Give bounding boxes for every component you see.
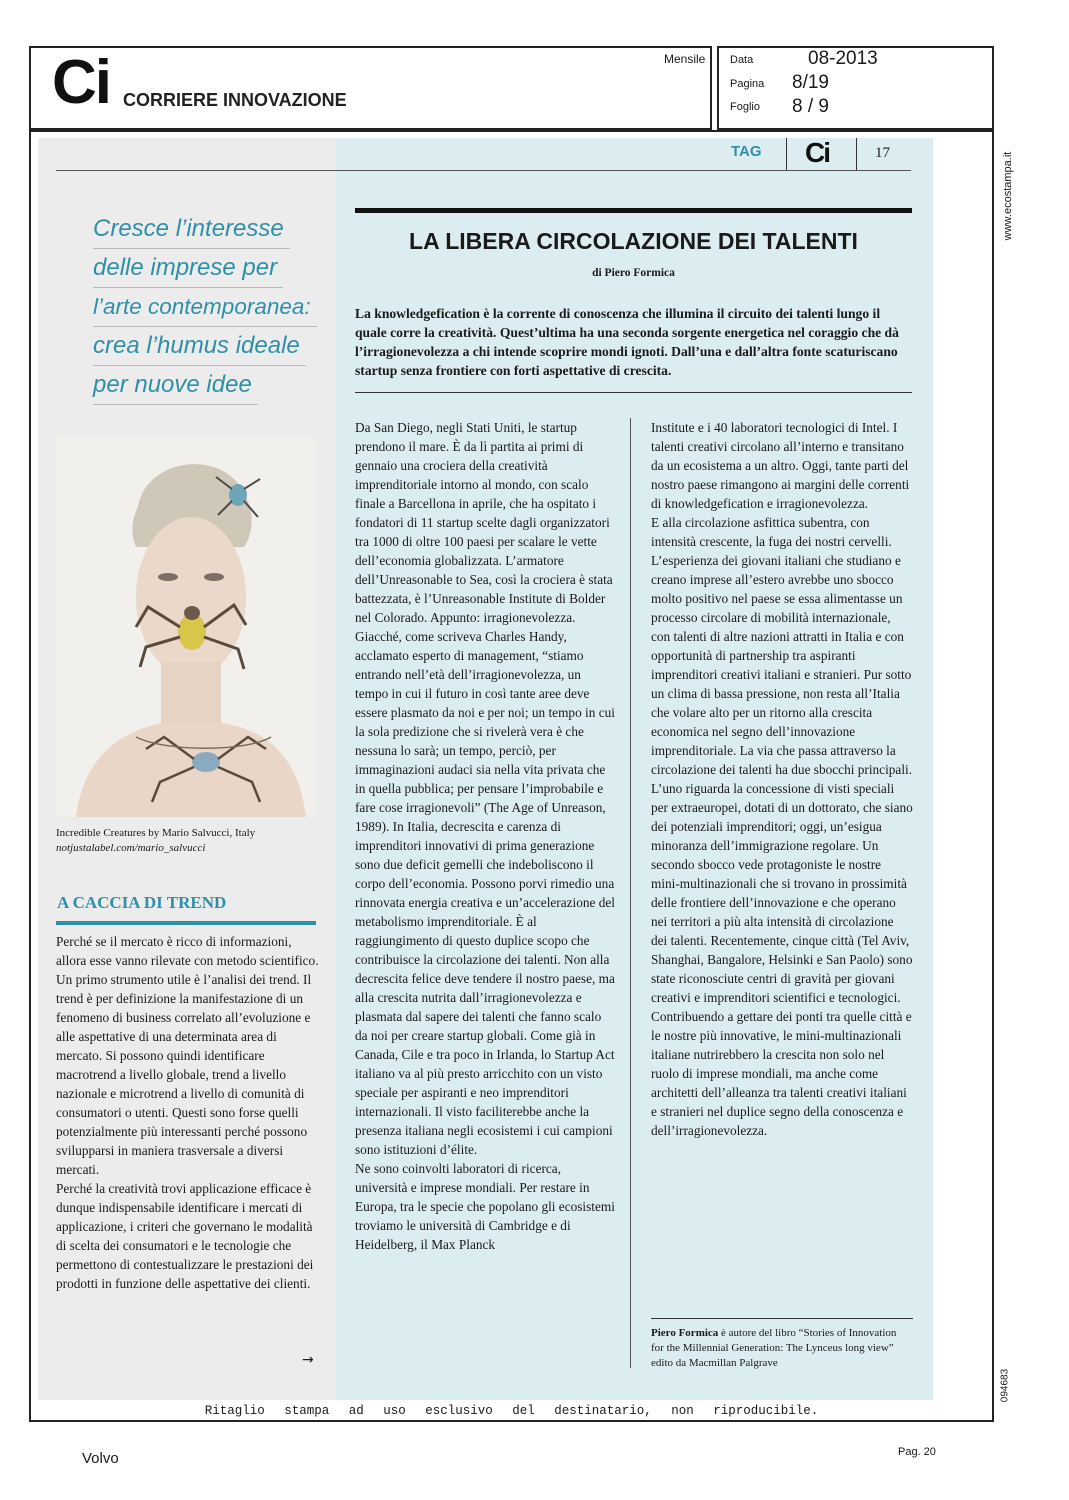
photo-caption — [56, 826, 326, 856]
foglio-label: Foglio — [730, 101, 760, 113]
article-paragraph: Institute e i 40 laboratori tecnologici di Intel. I talenti creativi circolano all’interno e transitano da un ecosistema a un altro. Oggi, tante parti del nostro paese rimangono ai margini delle correnti di knowledgefication e irragionevolezza. — [651, 420, 910, 511]
pullquote-line: crea l’humus ideale — [93, 327, 306, 366]
caption-credit: Incredible Creatures by Mario Salvucci, Italy — [56, 827, 256, 839]
trend-paragraph: Perché la creatività trovi applicazione efficace è dunque indispensabile identificare i mercati di applicazione, i criteri che governano le modalità di scelta dei consumatori e le tecnologie che permettono di contestualizzare le prestazioni dei prodotti in funzione delle aspettative dei clienti. — [56, 1181, 314, 1291]
continue-arrow: → — [302, 1352, 314, 1368]
pullquote-line: per nuove idee — [93, 366, 258, 405]
article-column-1 — [355, 418, 615, 1254]
article-title: LA LIBERA CIRCOLAZIONE DEI TALENTI — [409, 228, 858, 254]
column-divider — [630, 418, 631, 1368]
data-label: Data — [730, 54, 754, 66]
article-lead: La knowledgefication è la corrente di conoscenza che illumina il circuito dei talenti lungo il quale corre la creatività. Quest’ultima ha una seconda sorgente energetica nel coraggio che dà l’irragionevolezza a chi intende scoprire mondi ignoti. Dall’una e dall’altra fonte scaturiscano startup senza frontiere con forti aspettative di crescita. — [355, 306, 899, 378]
article-paragraph: Ne sono coinvolti laboratori di ricerca, università e imprese mondiali. Per restare in Europa, tra le specie che popolano gli ecosistemi troviamo le università di Cambridge e di Heidelberg, il Max Planck — [355, 1161, 615, 1252]
trend-paragraph: Perché se il mercato è ricco di informazioni, allora esse vanno rilevate con metodo scientifico. Un primo strumento utile è l’analisi dei trend. Il trend è per definizione la manifestazione di un fenomeno di business correlato all’evoluzione e alle aspettative di una determinata area di mercato. Si possono quindi identificare macrotrend a livello globale, trend a livello nazionale e microtrend a livello di comunità di consumatori o utenti. Questi sono forse quelli potenzialmente più interessanti perché possono svilupparsi in maniera trasversale a diversi mercati. — [56, 934, 319, 1177]
trend-box-text — [56, 932, 319, 1293]
author-name: Piero Formica — [651, 1327, 719, 1339]
title-rule — [355, 208, 912, 213]
tagbar-rule — [56, 170, 911, 171]
pagina-value: 8/19 — [792, 72, 829, 93]
caption-url: notjustalabel.com/mario_salvucci — [56, 842, 206, 854]
tag-divider-1 — [786, 138, 787, 170]
footer-brand: Volvo — [82, 1450, 119, 1467]
clipping-notice: Ritaglio stampa ad uso esclusivo del destinatario, non riproducibile. — [204, 1404, 819, 1418]
pullquote-line: Cresce l’interesse — [93, 210, 290, 249]
article-paragraph: Da San Diego, negli Stati Uniti, le startup prendono il mare. È da lì partita ai primi di gennaio una crociera della creatività imprenditoriale intorno al mondo, con scalo finale a Barcellona in aprile, che ha ospitato i fondatori di 11 startup scelte dagli organizzatori tra 1000 di oltre 100 paesi per scalare le vette dell’economia globalizzata. L’armatore dell’Unreasonable to Sea, così la crociera è stata battezzata, è l’Unreasonable Institute di Bolder nel Colorado. Appunto: irragionevolezza. Giacché, come scriveva Charles Handy, acclamato esperto di management, “stiamo entrando nell’età dell’irragionevolezza, un tempo in cui il futuro in così tante aree deve essere plasmato da noi e per noi; un tempo in cui la sola predizione che si rivelerà vera è che nessuna lo sarà; un tempo, perciò, per immaginazioni audaci sia nella vita privata che in quella pubblica; per pensare l’improbabile e fare cose irragionevoli” (The Age of Unreason, 1989). In Italia, decrescita e carenza di imprenditori innovativi di prima generazione sono due deficit gemelli che indeboliscono il corpo dell’economia. Possono porvi rimedio una rinnovata energia creativa e un’accelerazione del metabolismo imprenditoriale. È al raggiungimento di questo duplice scopo che contribuisce la circolazione dei talenti. Non alla decrescita felice deve tendere il nostro paese, ma alla crescita nutrita dall’irragionevolezza e plasmata dal sapere dei talenti che fanno scalo da noi per creare startup globali. Come già in Canada, Cile e tra poco in Irlanda, lo Startup Act italiano va al più presto arricchito con un visto speciale per aspiranti e neo imprenditori internazionali. Il visto faciliterebbe anche la presenza italiana negli ecosistemi i cui campioni sono istituzioni d’élite. — [355, 420, 615, 1157]
tag-divider-2 — [856, 138, 857, 170]
artwork-photo — [56, 437, 316, 817]
side-url: www.ecostampa.it — [1002, 151, 1014, 241]
data-value: 08-2013 — [808, 48, 878, 69]
author-bio — [651, 1326, 911, 1371]
bio-rule — [651, 1318, 913, 1319]
article-byline: di Piero Formica — [592, 267, 675, 279]
author-bio-text: è autore del libro “Stories of Innovation for the Millennial Generation: The Lynceus long view” edito da Macmillan Palgrave — [651, 1327, 897, 1369]
portrait-illustration — [56, 437, 316, 817]
article-paragraph: E alla circolazione asfittica subentra, con intensità crescente, la fuga dei nostri cervelli. L’esperienza dei giovani italiani che studiano e creano imprese all’estero avrebbe uno sbocco molto positivo nel paese se essa alimentasse un processo circolare di mobilità internazionale, con talenti di altre nazioni attratti in Italia e con opportunità di partnership tra aspiranti imprenditori creativi italiani e stranieri. Pur sotto un clima di bassa pressione, non resta all’Italia che volare alto per un ritorno alla crescita economica nel segno dell’innovazione imprenditoriale. La via che passa attraverso la circolazione dei talenti ha due sbocchi principali. L’uno riguarda la concessione di visti speciali per extraeuropei, dotati di un dottorato, che siano dei potenziali imprenditori; oggi, un’esigua minoranza dell’immigrazione regolare. Un secondo sbocco vede protagoniste le nostre mini-multinazionali che si trovano in prossimità delle frontiere dell’innovazione e che operano nei territori a più alta intensità di circolazione dei talenti. Recentemente, cinque città (Tel Aviv, Shanghai, Bangalore, Helsinki e San Paolo) sono state riconosciute centri di gravità per giovani creativi e imprenditori scientifici e tecnologici. Contribuendo a gettare dei ponti tra quelle città e le nostre più innovative, le mini-multinazionali italiane nutrirebbero la crescita non solo nel ruolo di imprese mondiali, ma anche come architetti dell’alleanza tra talenti creativi italiani e stranieri nel duplice segno della conoscenza e dell’irragionevolezza. — [651, 515, 913, 1138]
pullquote-line: delle imprese per — [93, 249, 283, 288]
lead-rule — [355, 392, 912, 393]
page-number: 17 — [875, 145, 890, 161]
header-publication-box — [29, 46, 712, 130]
article-column-2 — [651, 418, 913, 1140]
publication-name: CORRIERE INNOVAZIONE — [123, 90, 347, 110]
foglio-value: 8 / 9 — [792, 96, 829, 117]
tagbar-logo: Ci — [805, 137, 829, 168]
trend-box-title: A CACCIA DI TREND — [57, 893, 227, 912]
pullquote-line: l’arte contemporanea: — [93, 288, 317, 327]
pullquote — [93, 210, 333, 405]
footer-page: Pag. 20 — [898, 1446, 936, 1458]
publication-logo: Ci — [52, 48, 110, 117]
pagina-label: Pagina — [730, 78, 765, 90]
frequency-label: Mensile — [664, 52, 706, 66]
tag-label: TAG — [731, 143, 762, 160]
trend-box-rule — [56, 921, 316, 925]
side-code: 094683 — [999, 1368, 1011, 1403]
